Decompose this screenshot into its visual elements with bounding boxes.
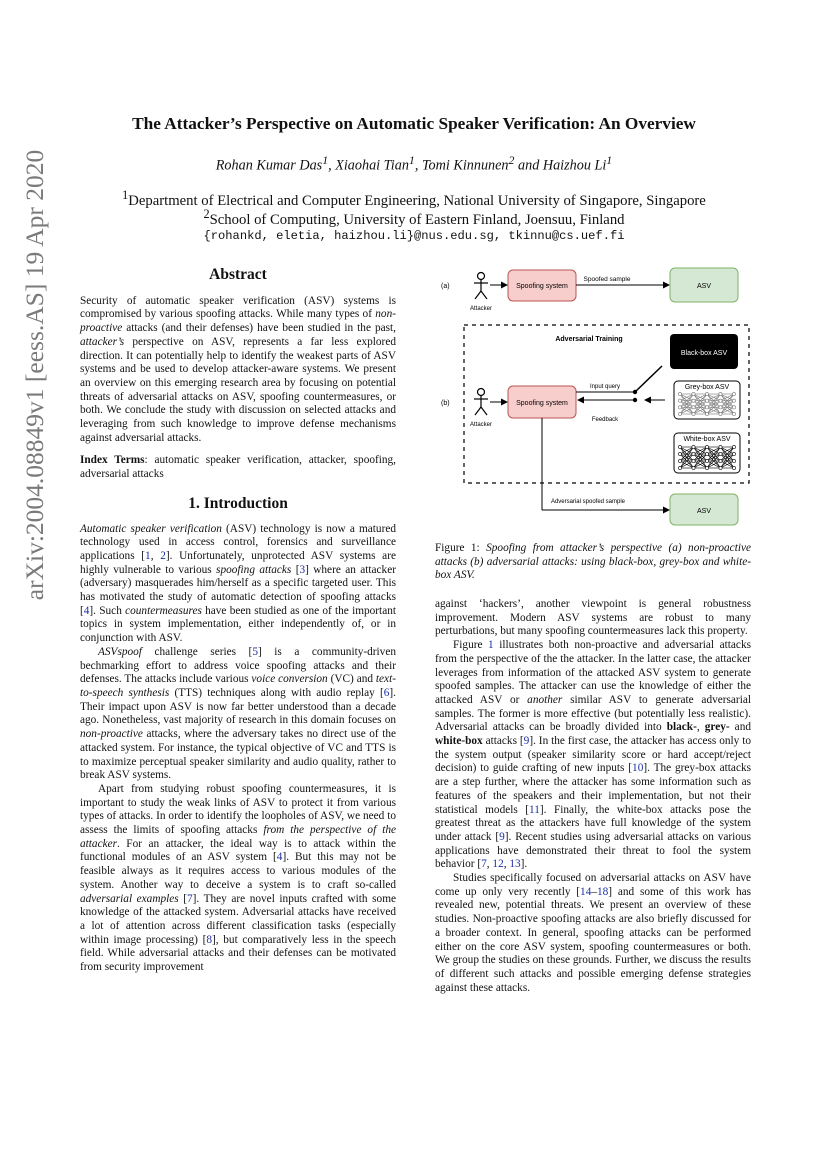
citation-link[interactable]: 6 <box>383 686 390 699</box>
author-separator: , <box>328 157 336 174</box>
left-column <box>80 268 396 975</box>
citation-link[interactable]: 2 <box>160 549 166 562</box>
citation-link[interactable]: 9 <box>523 735 530 748</box>
index-terms-label: Index Terms <box>80 454 145 467</box>
citation-link[interactable]: 4 <box>276 851 283 864</box>
citation-link[interactable]: 7 <box>187 892 193 905</box>
affiliation-number: 1 <box>122 188 129 202</box>
feedback-label: Feedback <box>591 417 619 423</box>
attacker-label: Attacker <box>469 306 493 312</box>
citation-link[interactable]: 3 <box>299 563 306 576</box>
spoofing-system-label: Spoofing system <box>516 400 568 407</box>
affiliation-2 <box>0 205 828 230</box>
abstract-heading: Abstract <box>209 266 267 283</box>
author-affiliation-mark: 2 <box>508 153 515 167</box>
citation-link[interactable]: 18 <box>597 885 609 898</box>
citation-link[interactable]: 7 <box>481 858 487 871</box>
citation-link[interactable]: 13 <box>509 858 521 871</box>
abstract-text: Security of automatic speaker verification (ASV) systems is compromised by various spoofing attacks. While many types of non-proactive attacks (and their defenses) have been studied in the past, attacker’s perspective on ASV, represents a far less explored direction. It can potentially help to identify the weakest parts of ASV systems and be used to develop attacker-aware systems. We present an overview on this emerging research area by focusing on potential threats of adversarial attacks on ASV, spoofing countermeasures, or both. We conclude the study with discussion on selected attacks and leveraging from such knowledge to improve defense mechanisms against adversarial attacks. <box>80 294 396 444</box>
adversarial-spoofed-sample-label: Adversarial spoofed sample <box>550 499 626 505</box>
grey-box-asv-label: Grey-box ASV <box>684 384 730 391</box>
figure-caption-text: Spoofing from attacker’s perspective (a) non-proactive attacks (b) adversarial attacks: using black-box, grey-box and white-box ASV. <box>435 542 751 582</box>
spoofing-system-label: Spoofing system <box>516 283 568 290</box>
intro-paragraph: Automatic speaker verification (ASV) technology is now a matured technology used in access control, forensics and surveillance applications [1, 2]. Unfortunately, unprotected ASV systems are highly vulnerable to various spoofing attacks [3] where an attacker (adversary) masquerades him/herself as a specific targeted user. This has motivated the study of automatic detection of spoofing attacks [4]. Such countermeasures have been studied as one of the important topics in system implementation, either independently of, or in conjunction with ASV. <box>80 522 396 645</box>
citation-link[interactable]: 1 <box>488 639 494 652</box>
author-name: Xiaohai Tian <box>335 157 409 174</box>
author-name: Tomi Kinnunen <box>421 157 509 174</box>
body-paragraph: against ‘hackers’, another viewpoint is general robustness improvement. Modern ASV systems are robust to many perturbations, but many spoofing countermeasures lack this property. <box>435 598 751 638</box>
attacker-label: Attacker <box>469 422 493 428</box>
author-separator: , <box>414 157 422 174</box>
input-query-label: Input query <box>589 384 621 390</box>
panel-label-b: (b) <box>441 400 450 407</box>
intro-paragraph: ASVspoof challenge series [5] is a community-driven bechmarking effort to address voice spoofing attacks and their defenses. The attacks include various voice conversion (VC) and text-to-speech synthesis (TTS) techniques along with audio replay [6]. Their impact upon ASV is now far better understood than a decade ago. Nonetheless, vast majority of research in this domain focuses on non-proactive attacks, where the adversary takes no direct use of the attacked system. For instance, the typical objective of VC and TTS is to maximize perceptual speaker similarity and audio quality, rather to break ASV systems. <box>80 645 396 782</box>
citation-link[interactable]: 8 <box>206 933 213 946</box>
black-box-asv-label: Black-box ASV <box>680 350 728 357</box>
author-affiliation-mark: 1 <box>322 153 329 167</box>
asv-label: ASV <box>696 283 712 290</box>
citation-link[interactable]: 10 <box>632 762 644 775</box>
panel-label-a: (a) <box>441 283 450 290</box>
section-heading-introduction: 1. Introduction <box>188 494 288 512</box>
author-name: Rohan Kumar Das <box>215 157 323 174</box>
author-list <box>0 153 828 175</box>
figure-1-caption <box>435 542 751 583</box>
citation-link[interactable]: 1 <box>145 549 151 562</box>
citation-link[interactable]: 11 <box>529 803 540 816</box>
arxiv-stamp[interactable]: arXiv:2004.08849v1 [eess.AS] 19 Apr 2020 <box>20 149 49 601</box>
author-affiliation-mark: 1 <box>606 153 613 167</box>
affiliation-number: 2 <box>203 207 210 221</box>
citation-link[interactable]: 9 <box>499 830 505 843</box>
index-terms-text: : automatic speaker verification, attacker, spoofing, adversarial attacks <box>80 454 397 481</box>
figure-1-diagram <box>438 262 758 527</box>
citation-link[interactable]: 12 <box>492 858 504 871</box>
adversarial-training-label: Adversarial Training <box>555 336 623 343</box>
body-paragraph: Figure 1 illustrates both non-proactive and adversarial attacks from the perspective of the the attacker. In the latter case, the attacker leverages from information of the attacked ASV system to generate spoofed samples. The attacker can use the knowledge of either the attacked ASV or another similar ASV to generate adversarial samples. The former is more effective (but potentially less realistic). Adversarial attacks can be broadly divided into black-, grey- and white-box attacks [9]. In the first case, the attacker has access only to the system output (speaker similarity score or hard accept/reject decision) to guide crafting of new inputs [10]. The grey-box attacks are a step further, where the attacker has some information such as features of the speakers and their implementation, but not their statistical models [11]. Finally, the white-box attacks pose the greatest threat as the attackers have full knowledge of the system under attack [9]. Recent studies using adversarial attacks on various applications have demonstrated their threat to fool the system behavior [7, 12, 13]. <box>435 639 752 871</box>
author-affiliation-mark: 1 <box>408 153 415 167</box>
author-name: Haizhou Li <box>542 157 607 174</box>
asv-label: ASV <box>696 508 712 515</box>
right-column <box>435 598 751 995</box>
white-box-asv-label: White-box ASV <box>683 436 731 443</box>
citation-link[interactable]: 5 <box>252 645 258 658</box>
body-paragraph: Studies specifically focused on adversarial attacks on ASV have come up only very recently [14–18] and some of this work has revealed new, potential threats. We present an overview of these studies. Non-proactive spoofing attacks are also briefly discussed for a broader context. In general, spoofing attacks can be performed either on the core ASV system, spoofing countermeasures or both. We group the studies on these grounds. Further, we discuss the results of different such attacks and possible emerging defense strategies against these attacks. <box>435 872 751 994</box>
affiliation-text: School of Computing, University of Eastern Finland, Joensuu, Finland <box>209 211 625 228</box>
index-terms <box>80 454 396 481</box>
attacker-icon <box>474 389 488 416</box>
intro-paragraph: Apart from studying robust spoofing countermeasures, it is important to study the weak links of ASV to protect it from various types of attacks. In order to identify the loopholes of ASV, we need to assess the limits of spoofing attacks from the perspective of the attacker. For an attacker, the ideal way is to attack within the functional modules of an ASV system [4]. But this may not be feasible always as it requires access to various modules of the system. Another way to deceive a system is to craft so-called adversarial examples [7]. They are novel inputs crafted with some knowledge of the attacked system. Adversarial attacks have received a lot of attention across different classification tasks (especially within image processing) [8], but comparatively less in the speech field. While adversarial attacks and their defenses can be motivated from security improvement <box>80 782 397 974</box>
affiliation-text: Department of Electrical and Computer Engineering, National University of Singapore, Singapore <box>128 192 706 209</box>
paper-title: The Attacker’s Perspective on Automatic Speaker Verification: An Overview <box>132 114 696 133</box>
citation-link[interactable]: 14 <box>580 885 592 898</box>
author-separator: and <box>514 157 543 174</box>
citation-link[interactable]: 4 <box>83 604 90 617</box>
attacker-icon <box>474 273 488 300</box>
figure-caption-label: Figure 1: <box>435 542 480 554</box>
author-emails: {rohankd, eletia, haizhou.li}@nus.edu.sg, tkinnu@cs.uef.fi <box>203 229 625 243</box>
spoofed-sample-label: Spoofed sample <box>583 276 631 283</box>
